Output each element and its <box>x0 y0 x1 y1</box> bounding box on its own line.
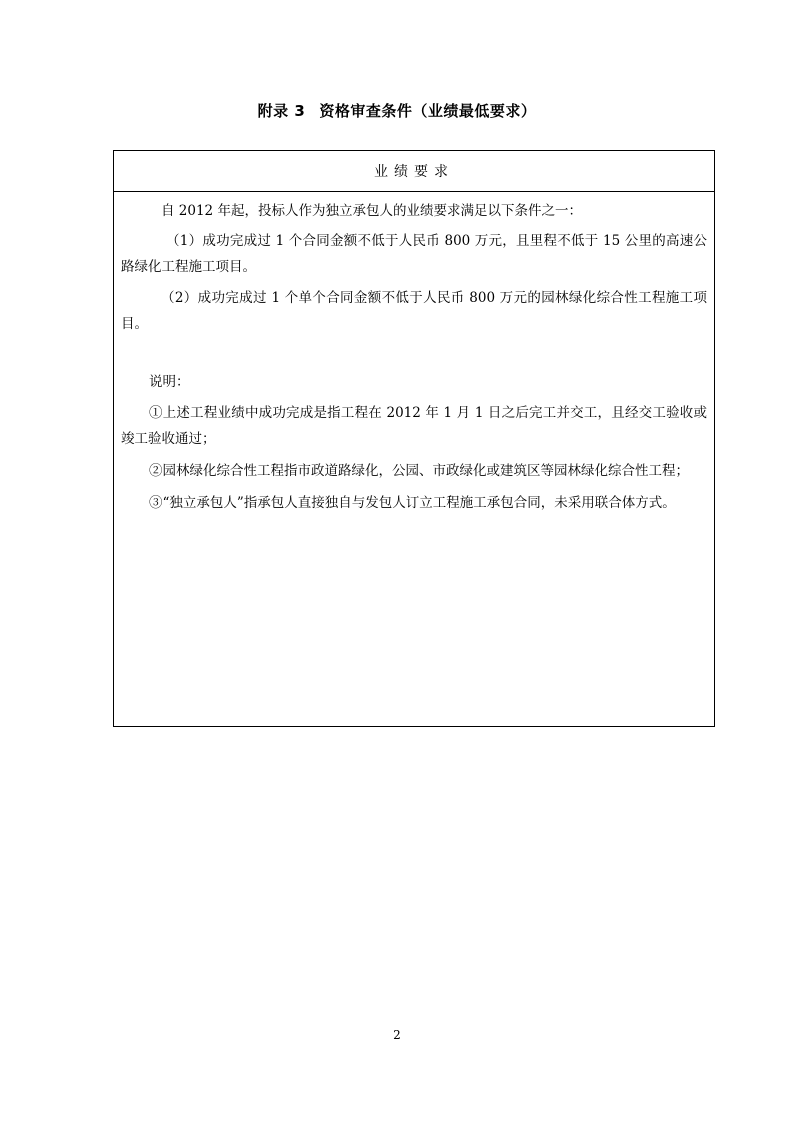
note-2: ②园林绿化综合性工程指市政道路绿化，公园、市政绿化或建筑区等园林绿化综合性工程； <box>149 463 689 479</box>
table-header: 业绩要求 <box>114 151 714 192</box>
page-title <box>0 100 794 121</box>
requirements-table <box>113 150 715 727</box>
condition-1: （1）成功完成过 1 个合同金额不低于人民币 800 万元，且里程不低于 15 公里的高速公路绿化工程施工项目。 <box>121 233 707 275</box>
appendix-title: 资格审查条件（业绩最低要求） <box>319 102 537 120</box>
notes-label: 说明： <box>149 374 190 390</box>
page-number: 2 <box>393 1028 401 1042</box>
intro-paragraph: 自 2012 年起，投标人作为独立承包人的业绩要求满足以下条件之一： <box>161 203 582 219</box>
table-body <box>114 198 714 516</box>
note-3: ③“独立承包人”指承包人直接独自与发包人订立工程施工承包合同，未采用联合体方式。 <box>149 495 676 511</box>
condition-2: （2）成功完成过 1 个单个合同金额不低于人民币 800 万元的园林绿化综合性工程施工项目。 <box>121 290 707 332</box>
note-1: ①上述工程业绩中成功完成是指工程在 2012 年 1 月 1 日之后完工并交工，且经交工验收或竣工验收通过； <box>121 405 707 447</box>
appendix-number: 附录 3 <box>257 102 306 120</box>
